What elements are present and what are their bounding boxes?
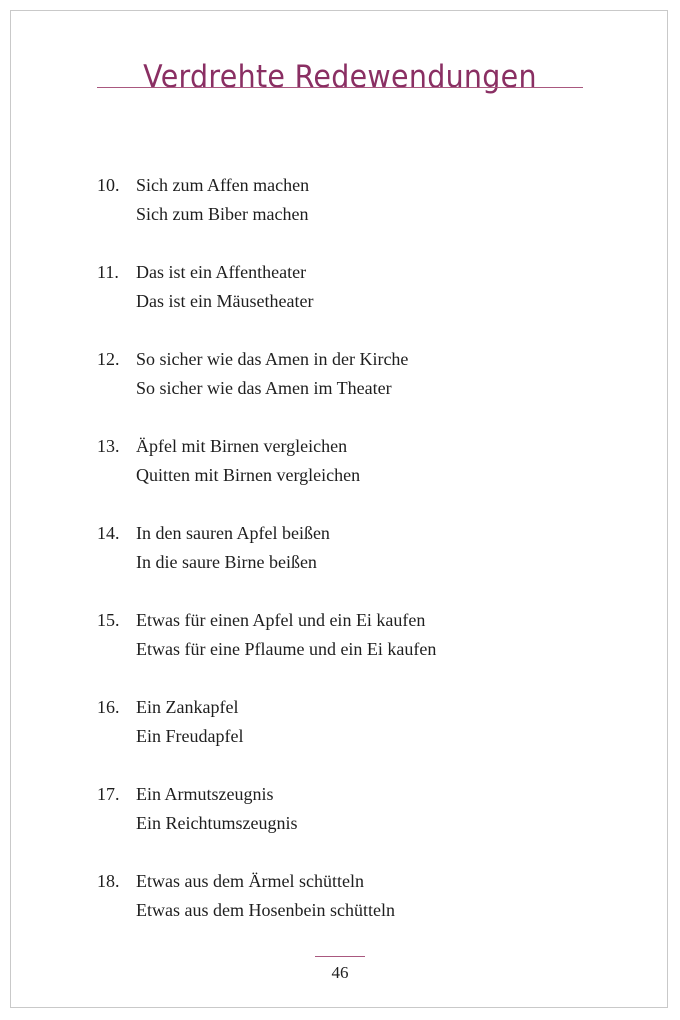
original-idiom: Ein Zankapfel [136, 697, 239, 717]
idiom-list [97, 171, 597, 954]
list-item [97, 693, 597, 780]
original-idiom: Etwas aus dem Ärmel schütteln [136, 871, 364, 891]
item-number: 13. [97, 436, 120, 456]
original-idiom: Äpfel mit Birnen vergleichen [136, 436, 348, 456]
item-number: 17. [97, 784, 120, 804]
page-title: Verdrehte Redewendungen [143, 58, 537, 95]
twisted-idiom: Etwas aus dem Hosenbein schütteln [136, 900, 395, 920]
twisted-idiom: Sich zum Biber machen [136, 204, 309, 224]
footer-divider [315, 956, 365, 957]
item-number: 11. [97, 262, 119, 282]
list-item [97, 606, 597, 693]
original-idiom: Etwas für einen Apfel und ein Ei kaufen [136, 610, 426, 630]
original-idiom: Das ist ein Affentheater [136, 262, 307, 282]
twisted-idiom: Ein Reichtumszeugnis [136, 813, 298, 833]
list-item [97, 519, 597, 606]
item-number: 14. [97, 523, 120, 543]
original-idiom: So sicher wie das Amen in der Kirche [136, 349, 409, 369]
original-idiom: In den sauren Apfel beißen [136, 523, 330, 543]
item-number: 10. [97, 175, 120, 195]
original-idiom: Sich zum Affen machen [136, 175, 310, 195]
list-item [97, 258, 597, 345]
list-item [97, 867, 597, 954]
twisted-idiom: So sicher wie das Amen im Theater [136, 378, 392, 398]
list-item [97, 345, 597, 432]
page-number: 46 [331, 963, 349, 982]
list-item [97, 171, 597, 258]
item-number: 16. [97, 697, 120, 717]
item-number: 12. [97, 349, 120, 369]
item-number: 15. [97, 610, 120, 630]
title-divider [97, 87, 583, 88]
twisted-idiom: Ein Freudapfel [136, 726, 244, 746]
list-item [97, 780, 597, 867]
twisted-idiom: Das ist ein Mäusetheater [136, 291, 314, 311]
list-item [97, 432, 597, 519]
item-number: 18. [97, 871, 120, 891]
twisted-idiom: Quitten mit Birnen vergleichen [136, 465, 361, 485]
twisted-idiom: In die saure Birne beißen [136, 552, 317, 572]
original-idiom: Ein Armutszeugnis [136, 784, 274, 804]
twisted-idiom: Etwas für eine Pflaume und ein Ei kaufen [136, 639, 437, 659]
